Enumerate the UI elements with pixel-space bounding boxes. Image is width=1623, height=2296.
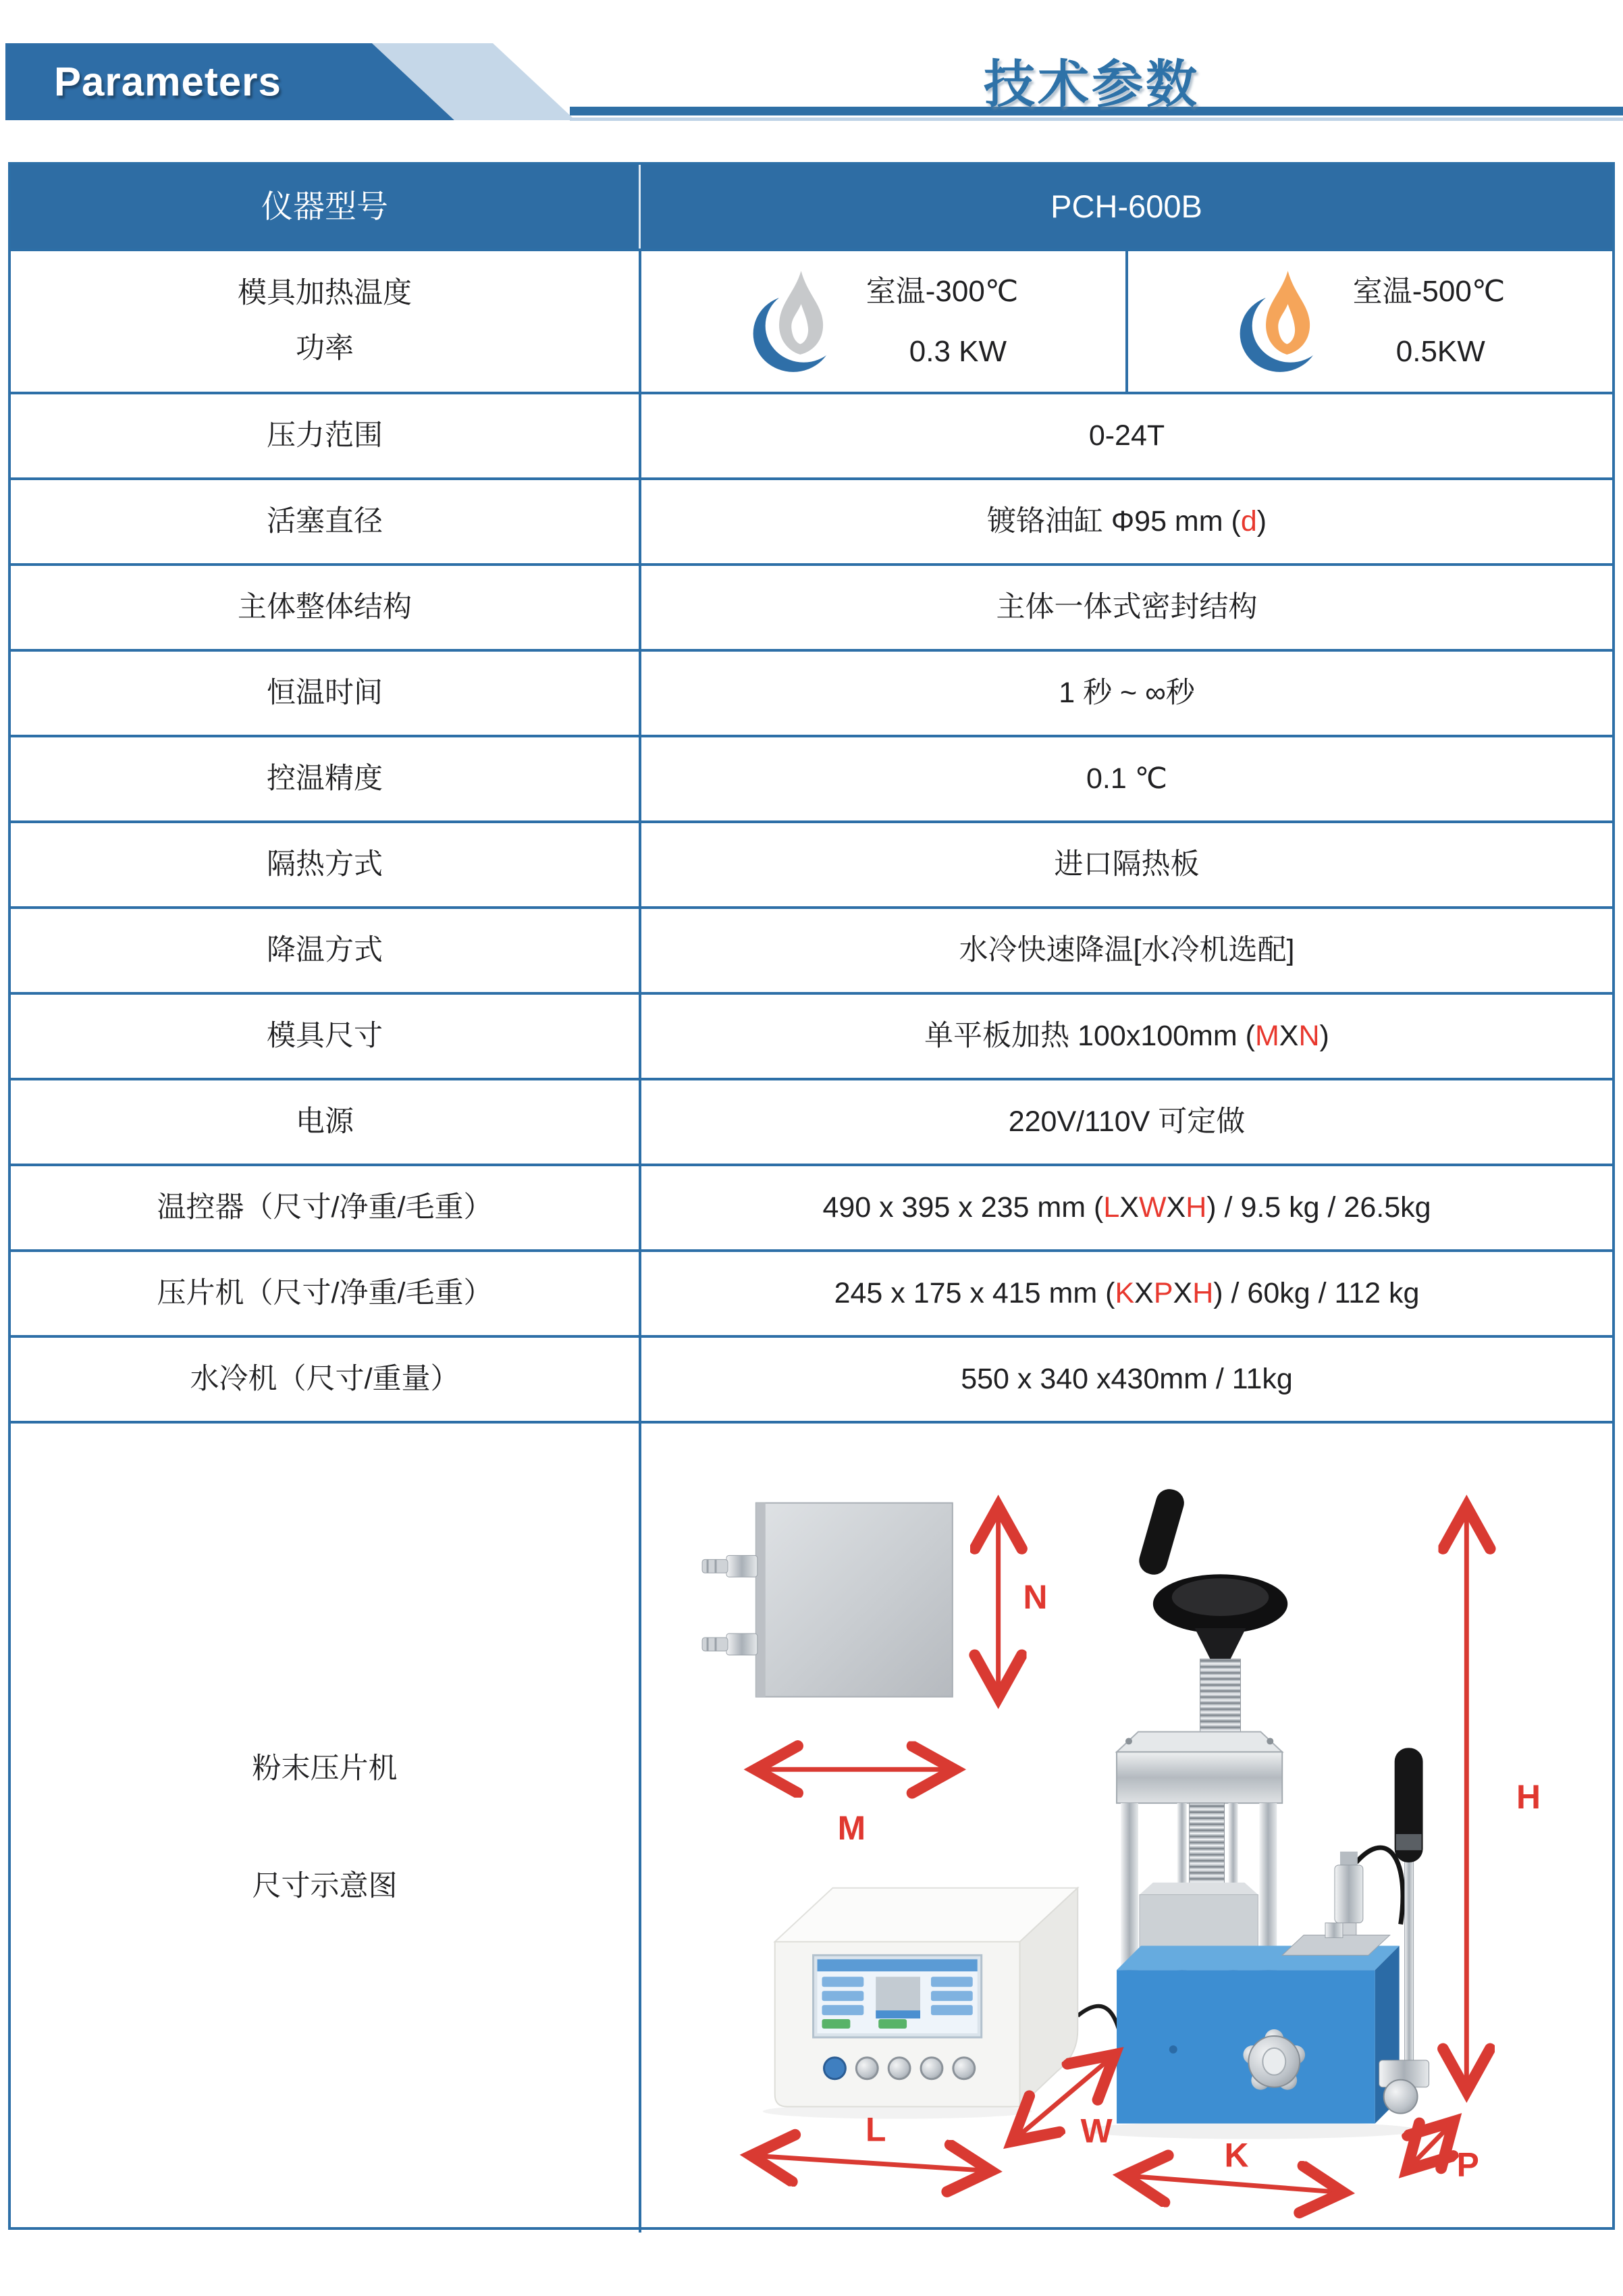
dimension-diagram [641, 1424, 1612, 2233]
flame-gray-icon [749, 267, 850, 375]
spec-label: 模具尺寸 [267, 1019, 383, 1052]
banner [5, 43, 1623, 120]
table-row [11, 563, 1612, 649]
table-row [11, 1078, 1612, 1164]
spec-value: 镀铬油缸 Φ95 mm ( d ) [639, 480, 1612, 563]
press-shadow [1082, 2122, 1418, 2139]
heating-temp: 室温-300℃ [866, 275, 1019, 308]
table-row [11, 735, 1612, 820]
heating-plate-image [702, 1503, 953, 1697]
table-row [11, 1164, 1612, 1249]
heating-option-500 [1125, 251, 1612, 392]
heating-label-line2: 功率 [296, 332, 354, 365]
table-row [11, 820, 1612, 906]
spec-label: 活塞直径 [267, 504, 383, 538]
table-row [11, 477, 1612, 563]
spec-label: 控温精度 [267, 762, 383, 795]
spec-label: 主体整体结构 [238, 590, 412, 623]
spec-value: 490 x 395 x 235 mm ( L X W X H ) / 9.5 kg / 26.5kg [639, 1166, 1612, 1249]
dimension-label-l: L [866, 2110, 886, 2149]
dimension-label-h: H [1516, 1778, 1541, 1817]
table-row [11, 992, 1612, 1078]
banner-rule-light [570, 118, 1623, 121]
spec-label: 温控器（尺寸/净重/毛重） [157, 1191, 493, 1224]
spec-label: 恒温时间 [267, 676, 383, 709]
table-row [11, 1249, 1612, 1335]
spec-table [8, 162, 1615, 2230]
diagram-row [11, 1421, 1612, 2233]
spec-value: 进口隔热板 [639, 823, 1612, 906]
heating-power: 0.5KW [1395, 335, 1485, 368]
controller-image [775, 1888, 1123, 2107]
diagram-label-cell [11, 1424, 639, 2233]
header-label-cell: 仪器型号 [261, 188, 388, 224]
dimension-arrow-k [1129, 2176, 1339, 2192]
heating-power: 0.3 KW [909, 335, 1007, 368]
dimension-label-n: N [1023, 1578, 1048, 1617]
header-value-cell: PCH-600B [639, 165, 1612, 249]
hose-fitting-icon [702, 1555, 757, 1577]
spec-value: 220V/110V 可定做 [639, 1080, 1612, 1164]
dimension-label-k: K [1224, 2136, 1249, 2174]
heating-label-line1: 模具加热温度 [238, 277, 412, 310]
spec-value: 550 x 340 x430mm / 11kg [639, 1338, 1612, 1421]
table-row [11, 649, 1612, 735]
spec-label: 隔热方式 [267, 847, 383, 881]
table-row [11, 906, 1612, 992]
heating-temp: 室温-500℃ [1352, 275, 1506, 308]
table-row [11, 1335, 1612, 1421]
spec-value: 0-24T [639, 394, 1612, 477]
spec-value: 单平板加热 100x100mm ( M X N ) [639, 995, 1612, 1078]
spec-value: 1 秒 ~ ∞秒 [639, 652, 1612, 735]
dimension-label-m: M [837, 1808, 866, 1847]
dimension-arrow-l [756, 2156, 986, 2170]
spec-value: 水冷快速降温[水冷机选配] [639, 909, 1612, 992]
spec-label: 降温方式 [267, 933, 383, 966]
table-row [11, 392, 1612, 477]
dimension-label-p: P [1456, 2145, 1479, 2184]
spec-value: 245 x 175 x 415 mm ( K X P X H ) / 60kg / 112 kg [639, 1252, 1612, 1335]
table-header-row [11, 165, 1612, 249]
diagram-cell [639, 1424, 1612, 2233]
press-machine-image [1117, 1486, 1429, 2123]
spec-label: 电源 [296, 1105, 354, 1138]
spec-value: 0.1 ℃ [639, 737, 1612, 820]
hose-fitting-icon [702, 1634, 757, 1655]
diagram-label-line1: 粉末压片机 [252, 1752, 398, 1785]
banner-label: Parameters [54, 59, 282, 105]
dimension-label-w: W [1080, 2112, 1113, 2150]
flame-orange-icon [1235, 267, 1337, 375]
heating-row [11, 249, 1612, 392]
page-title: 技术参数 [984, 56, 1200, 113]
spec-label: 压片机（尺寸/净重/毛重） [157, 1276, 493, 1309]
spec-label: 水冷机（尺寸/重量） [190, 1362, 460, 1395]
heating-option-300 [639, 251, 1125, 392]
spec-label [11, 251, 639, 392]
diagram-label-line2: 尺寸示意图 [252, 1870, 398, 1902]
spec-value: 主体一体式密封结构 [639, 566, 1612, 649]
spec-label: 压力范围 [267, 419, 383, 452]
